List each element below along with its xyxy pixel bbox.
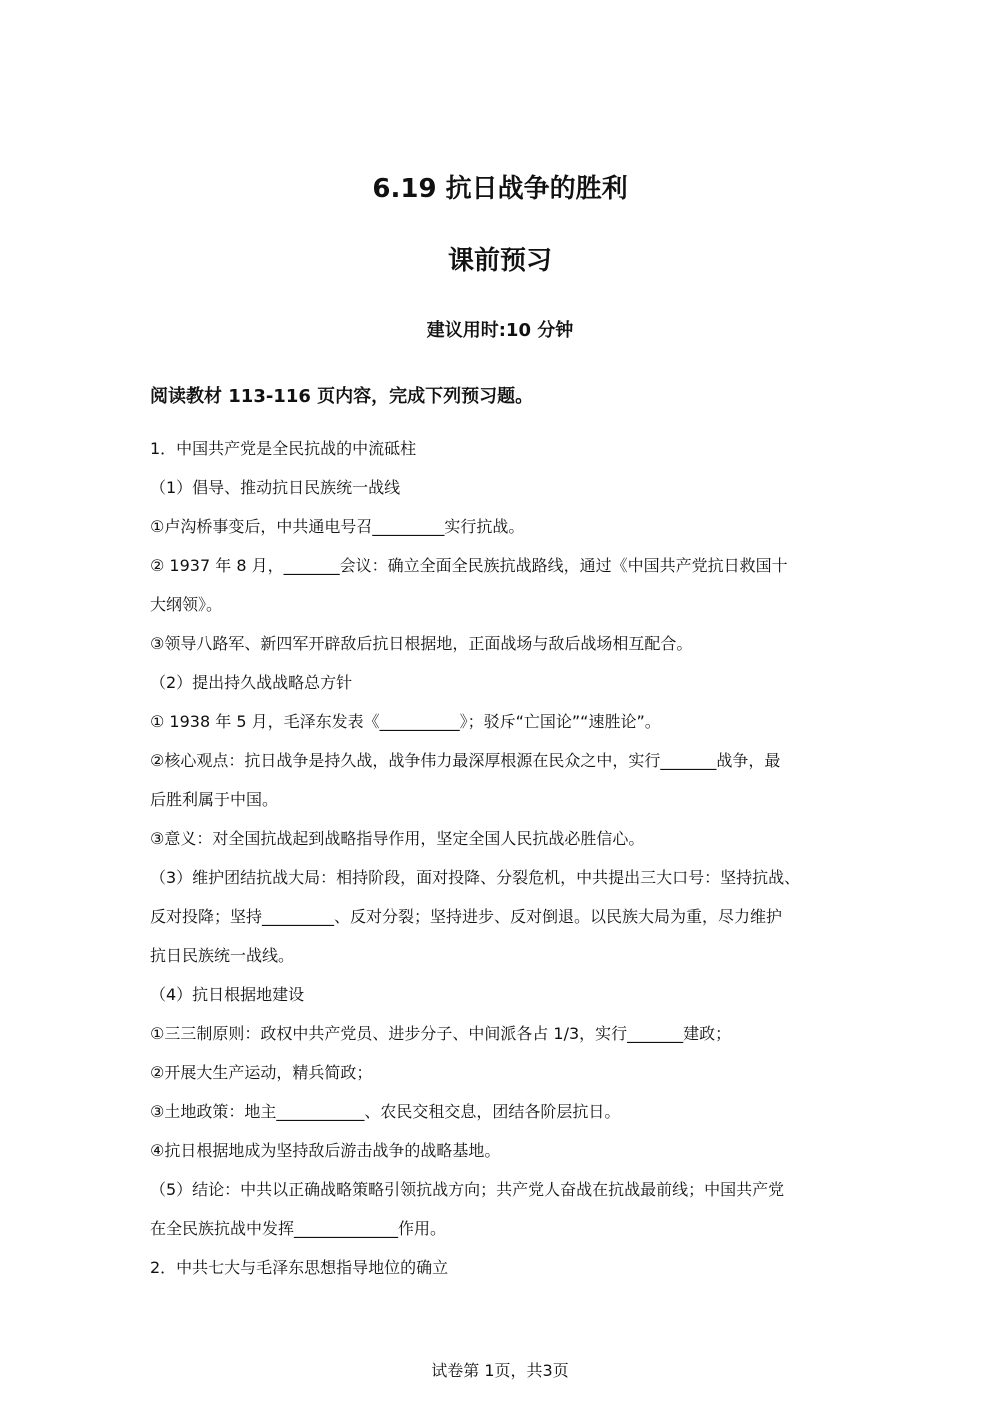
document-subtitle: 课前预习 [447,246,552,276]
body-line: 反对投降；坚持_________、反对分裂；坚持进步、反对倒退。以民族大局为重，尽力维护 [150,907,783,926]
page-footer: 试卷第 1页，共3页 [431,1361,569,1380]
body-line: 1．中国共产党是全民抗战的中流砥柱 [150,439,417,458]
body-line: ②核心观点：抗日战争是持久战，战争伟力最深厚根源在民众之中，实行_______战争，最 [150,751,781,770]
body-line: （5）结论：中共以正确战略策略引领抗战方向；共产党人奋战在抗战最前线；中国共产党 [150,1180,785,1199]
body-line: 在全民族抗战中发挥_____________作用。 [150,1219,447,1238]
body-line: ② 1937 年 8 月，_______会议：确立全面全民族抗战路线，通过《中国共产党抗日救国十 [150,556,788,575]
body-line: （2）提出持久战战略总方针 [150,673,353,692]
document-title: 6.19 抗日战争的胜利 [372,174,628,204]
body-line: ① 1938 年 5 月，毛泽东发表《__________》；驳斥“亡国论”“速胜论”。 [150,712,661,731]
body-line: （3）维护团结抗战大局：相持阶段，面对投降、分裂危机，中共提出三大口号：坚持抗战、 [150,868,801,887]
suggested-time: 建议用时:10 分钟 [426,320,574,341]
body-line: ③土地政策：地主___________、农民交租交息，团结各阶层抗日。 [150,1102,621,1121]
body-line: ①卢沟桥事变后，中共通电号召_________实行抗战。 [150,517,525,536]
body-line: （1）倡导、推动抗日民族统一战线 [150,478,401,497]
instruction-text: 阅读教材 113-116 页内容，完成下列预习题。 [150,386,534,407]
body-line: 大纲领》。 [150,595,223,614]
body-line: ④抗日根据地成为坚持敌后游击战争的战略基地。 [150,1141,501,1160]
body-line: ③领导八路军、新四军开辟敌后抗日根据地，正面战场与敌后战场相互配合。 [150,634,693,653]
body-line: 2．中共七大与毛泽东思想指导地位的确立 [150,1258,449,1277]
body-line: （4）抗日根据地建设 [150,985,305,1004]
body-line: ③意义：对全国抗战起到战略指导作用，坚定全国人民抗战必胜信心。 [150,829,645,848]
body-line: 抗日民族统一战线。 [150,946,295,965]
body-line: ②开展大生产运动，精兵简政； [150,1063,373,1082]
body-line: ①三三制原则：政权中共产党员、进步分子、中间派各占 1/3，实行_______建政； [150,1024,732,1043]
body-line: 后胜利属于中国。 [150,790,279,809]
